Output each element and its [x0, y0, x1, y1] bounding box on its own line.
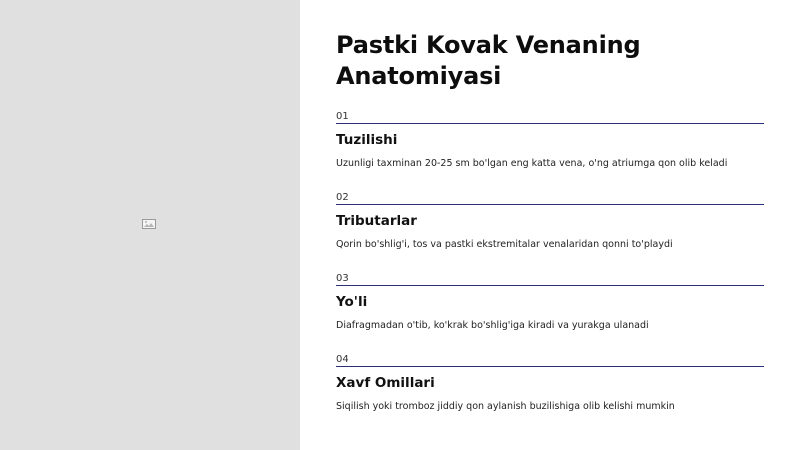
section-text: Qorin bo'shlig'i, tos va pastki ekstremitalar venalaridan qonni to'playdi	[336, 239, 673, 250]
section-number: 02	[336, 192, 349, 203]
section-heading: Xavf Omillari	[336, 375, 435, 391]
image-panel	[0, 0, 300, 450]
content-panel	[300, 0, 800, 450]
slide-title: Pastki Kovak Venaning Anatomiyasi	[336, 31, 641, 90]
section-tributaries	[336, 192, 764, 273]
section-structure	[336, 111, 764, 192]
image-placeholder-icon	[142, 219, 156, 229]
section-divider	[336, 285, 764, 286]
section-heading: Tuzilishi	[336, 132, 398, 148]
section-text: Uzunligi taxminan 20-25 sm bo'lgan eng katta vena, o'ng atriumga qon olib keladi	[336, 158, 728, 169]
section-number: 03	[336, 273, 349, 284]
section-number: 01	[336, 111, 349, 122]
section-path	[336, 273, 764, 354]
section-number: 04	[336, 354, 349, 365]
section-text: Siqilish yoki tromboz jiddiy qon aylanish buzilishiga olib kelishi mumkin	[336, 401, 675, 412]
section-divider	[336, 123, 764, 124]
section-heading: Yo'li	[336, 294, 368, 310]
section-heading: Tributarlar	[336, 213, 417, 229]
section-text: Diafragmadan o'tib, ko'krak bo'shlig'iga kiradi va yurakga ulanadi	[336, 320, 649, 331]
section-divider	[336, 366, 764, 367]
section-risk-factors	[336, 354, 764, 435]
section-divider	[336, 204, 764, 205]
